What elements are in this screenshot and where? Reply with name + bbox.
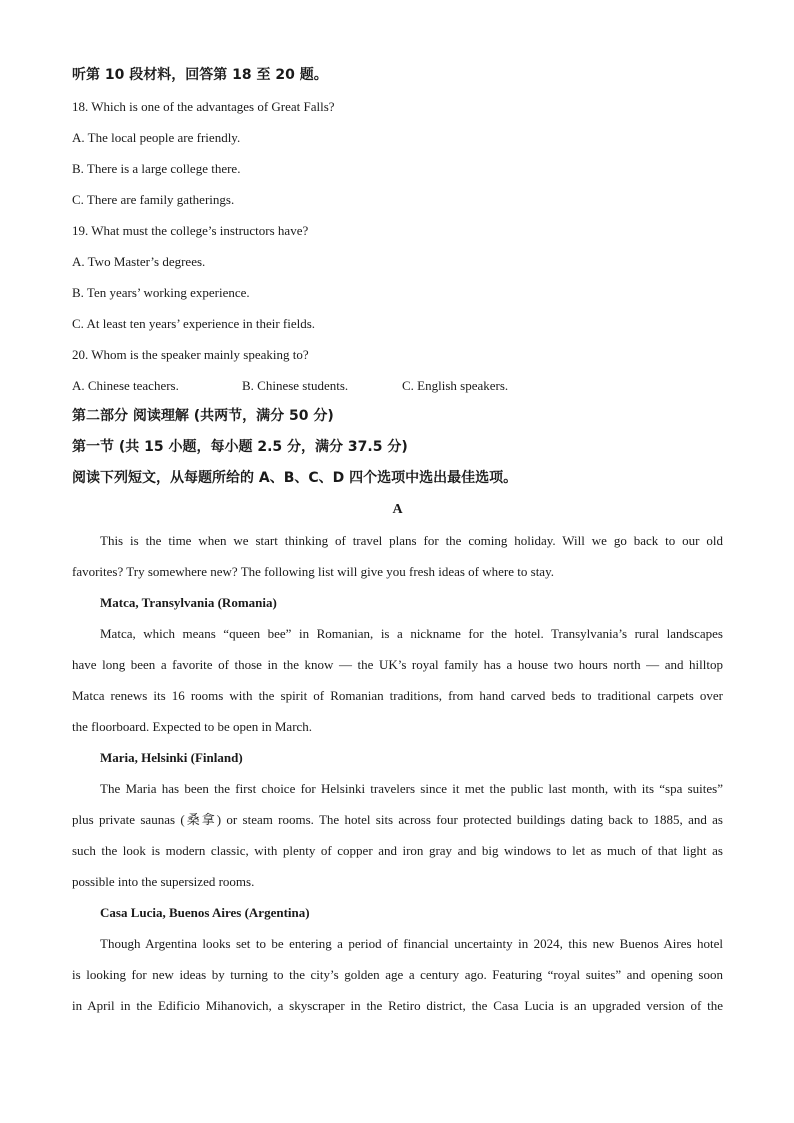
question-20-option-c: C. English speakers. — [402, 378, 509, 393]
passage-label: A — [392, 502, 403, 517]
reading-part-title: 第二部分 阅读理解 (共两节，满分 50 分) — [72, 408, 334, 424]
question-19-option-c: C. At least ten years’ experience in their fields. — [72, 316, 316, 331]
question-20-option-a: A. Chinese teachers. — [72, 378, 179, 393]
intro-line-1: This is the time when we start thinking of travel plans for the coming holiday. Will we go back to our old — [100, 533, 723, 548]
maria-line-4: possible into the supersized rooms. — [72, 874, 255, 889]
matca-line-1: Matca, which means “queen bee” in Romanian, is a nickname for the hotel. Transylvania’s rural landscapes — [100, 626, 723, 641]
question-19-option-a: A. Two Master’s degrees. — [72, 254, 206, 269]
intro-line-2: favorites? Try somewhere new? The following list will give you fresh ideas of where to stay. — [72, 564, 554, 579]
question-20-option-b: B. Chinese students. — [242, 378, 349, 393]
question-18-stem: 18. Which is one of the advantages of Great Falls? — [72, 99, 335, 114]
casa-line-2: is looking for new ideas by turning to the city’s golden age a century ago. Featuring “royal suites” and opening soon — [72, 967, 723, 982]
question-19-option-b: B. Ten years’ working experience. — [72, 285, 250, 300]
maria-title: Maria, Helsinki (Finland) — [100, 750, 243, 765]
reading-instruction: 阅读下列短文，从每题所给的 A、B、C、D 四个选项中选出最佳选项。 — [72, 470, 518, 486]
maria-line-1: The Maria has been the first choice for Helsinki travelers since it met the public last month, with its “spa suites” — [100, 781, 723, 796]
question-20-stem: 20. Whom is the speaker mainly speaking to? — [72, 347, 309, 362]
casa-line-3: in April in the Edificio Mihanovich, a skyscraper in the Retiro district, the Casa Lucia is an upgraded version of the — [72, 998, 723, 1013]
reading-section-title: 第一节 (共 15 小题，每小题 2.5 分，满分 37.5 分) — [72, 439, 408, 455]
matca-line-2: have long been a favorite of those in the know — the UK’s royal family has a house two hours north — and hilltop — [72, 657, 723, 672]
maria-line-2: plus private saunas (桑拿) or steam rooms. The hotel sits across four protected buildings dating back to 1885, and as — [72, 812, 723, 827]
matca-line-4: the floorboard. Expected to be open in March. — [72, 719, 313, 734]
exam-page — [72, 63, 723, 1024]
matca-line-3: Matca renews its 16 rooms with the spirit of Romanian traditions, from hand carved beds to traditional carpets over — [72, 688, 723, 703]
casa-title: Casa Lucia, Buenos Aires (Argentina) — [100, 905, 310, 920]
question-20-options — [72, 373, 723, 404]
listening-section-header: 听第 10 段材料，回答第 18 至 20 题。 — [72, 67, 328, 83]
question-18-option-b: B. There is a large college there. — [72, 161, 241, 176]
question-18-option-c: C. There are family gatherings. — [72, 192, 235, 207]
matca-title: Matca, Transylvania (Romania) — [100, 595, 277, 610]
casa-line-1: Though Argentina looks set to be entering a period of financial uncertainty in 2024, this new Buenos Aires hotel — [100, 936, 723, 951]
maria-line-3: such the look is modern classic, with plenty of copper and iron gray and big windows to let as much of that light as — [72, 843, 723, 858]
question-19-stem: 19. What must the college’s instructors have? — [72, 223, 309, 238]
question-18-option-a: A. The local people are friendly. — [72, 130, 241, 145]
